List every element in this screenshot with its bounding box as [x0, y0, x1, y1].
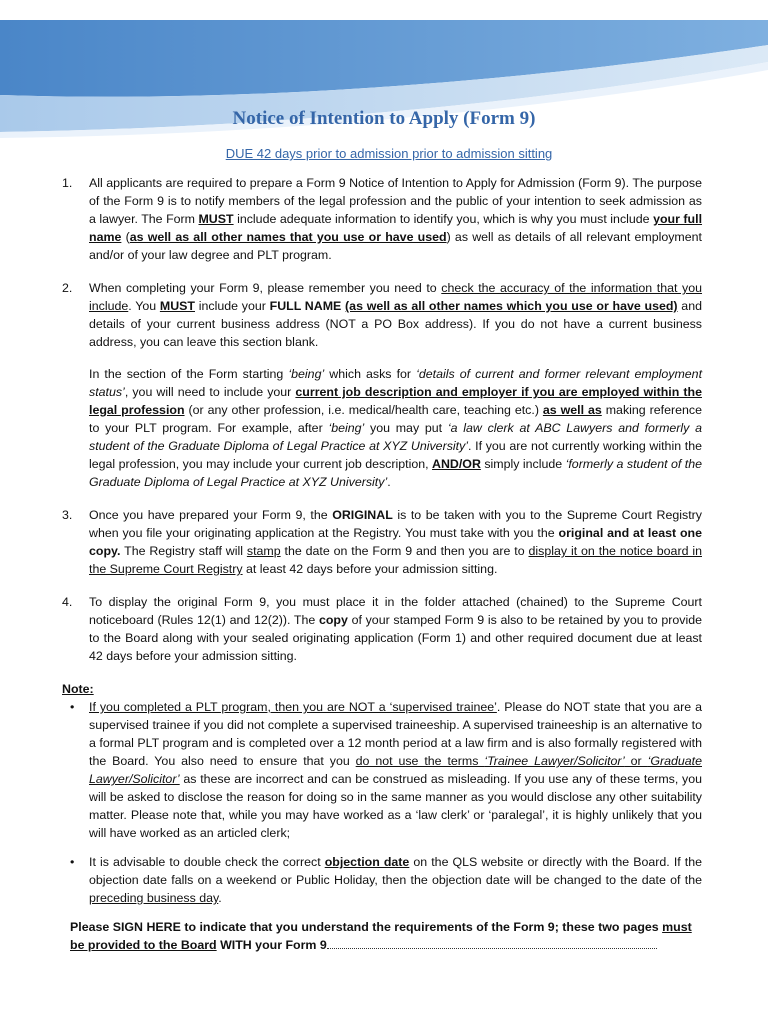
list-item: [62, 279, 702, 491]
due-subtitle: DUE 42 days prior to admission prior to admission sitting: [225, 146, 553, 161]
paragraph: In the section of the Form starting ‘being’ which asks for ‘details of current and former relevant employment status’, you will need to include your current job description and employer if you are employed within the legal profession (or any other profession, i.e. medical/health care, teaching etc.) as well as making reference to your PLT program. For example, after ‘being’ you may put ‘a law clerk at ABC Lawyers and formerly a student of the Graduate Diploma of Legal Practice at XYZ University’. If you are not currently working within the legal profession, you may include your current job description, AND/OR simply include ‘formerly a student of the Graduate Diploma of Legal Practice at XYZ University’.: [89, 367, 703, 489]
paragraph: To display the original Form 9, you must place it in the folder attached (chained) to the Supreme Court noticeboard (Rules 12(1) and 12(2)). The copy of your stamped Form 9 is also to be retained by you to provide to the Board along with your sealed originating application (Form 1) and other required document due at least 42 days before your admission sitting.: [89, 595, 703, 663]
bullet-icon: •: [70, 855, 75, 869]
paragraph: All applicants are required to prepare a Form 9 Notice of Intention to Apply for Admission (Form 9). The purpose of the Form 9 is to notify members of the legal profession and the public of your intention to seek admission as a lawyer. The Form MUST include adequate information to identify you, which is why you must include your full name (as well as all other names that you use or have used) as well as details of all relevant employment and/or of your law degree and PLT program.: [89, 176, 703, 262]
paragraph: When completing your Form 9, please remember you need to check the accuracy of the information that you include. You MUST include your FULL NAME (as well as all other names which you use or have used) and details of your current business address (NOT a PO Box address). If you do not have a current business address, you can leave this section blank.: [89, 281, 703, 349]
note-bullet-item: • It is advisable to double check the correct objection date on the QLS website or directly with the Board. If the objection date falls on a weekend or Public Holiday, then the objection date will be changed to the date of the preceding business day.: [70, 855, 702, 905]
note-heading: Note:: [62, 682, 94, 696]
paragraph: Once you have prepared your Form 9, the ORIGINAL is to be taken with you to the Supreme Court Registry when you file your originating application at the Registry. You must take with you the original and at least one copy. The Registry staff will stamp the date on the Form 9 and then you are to display it on the notice board in the Supreme Court Registry at least 42 days before your admission sitting.: [89, 508, 702, 576]
item-number: 4.: [62, 595, 73, 609]
page-title: Notice of Intention to Apply (Form 9): [232, 108, 536, 129]
item-number: 1.: [62, 176, 73, 190]
signature-statement: Please SIGN HERE to indicate that you understand the requirements of the Form 9; these two pages must be provided to the Board WITH your Form 9: [70, 920, 692, 952]
document-body: [62, 174, 702, 966]
list-item: [62, 506, 702, 578]
item-number: 3.: [62, 508, 73, 522]
note-bullet-item: • If you completed a PLT program, then you are NOT a ‘supervised trainee’. Please do NOT state that you are a supervised trainee if you did not complete a supervised traineeship. A supervised traineeship is an alternative to a formal PLT program and is completed over a 12 month period at a law firm and is also formally registered with the Board. You also need to ensure that you do not use the terms ‘Trainee Lawyer/Solicitor’ or ‘Graduate Lawyer/Solicitor’ as these are incorrect and can be construed as misleading. If you use any of these terms, you will be asked to disclose the reason for doing so in the same manner as you would disclose any other suitability matter. Please note that, while you may have worked as a ‘law clerk’ or ‘paralegal’, it is highly unlikely that you will have worked as an articled clerk;: [70, 700, 702, 840]
signature-line[interactable]: [327, 936, 657, 949]
item-number: 2.: [62, 281, 73, 295]
list-item: [62, 593, 702, 665]
note-list: [62, 698, 702, 907]
instructions-list: [62, 174, 702, 665]
list-item: [62, 174, 702, 264]
bullet-icon: •: [70, 700, 75, 714]
